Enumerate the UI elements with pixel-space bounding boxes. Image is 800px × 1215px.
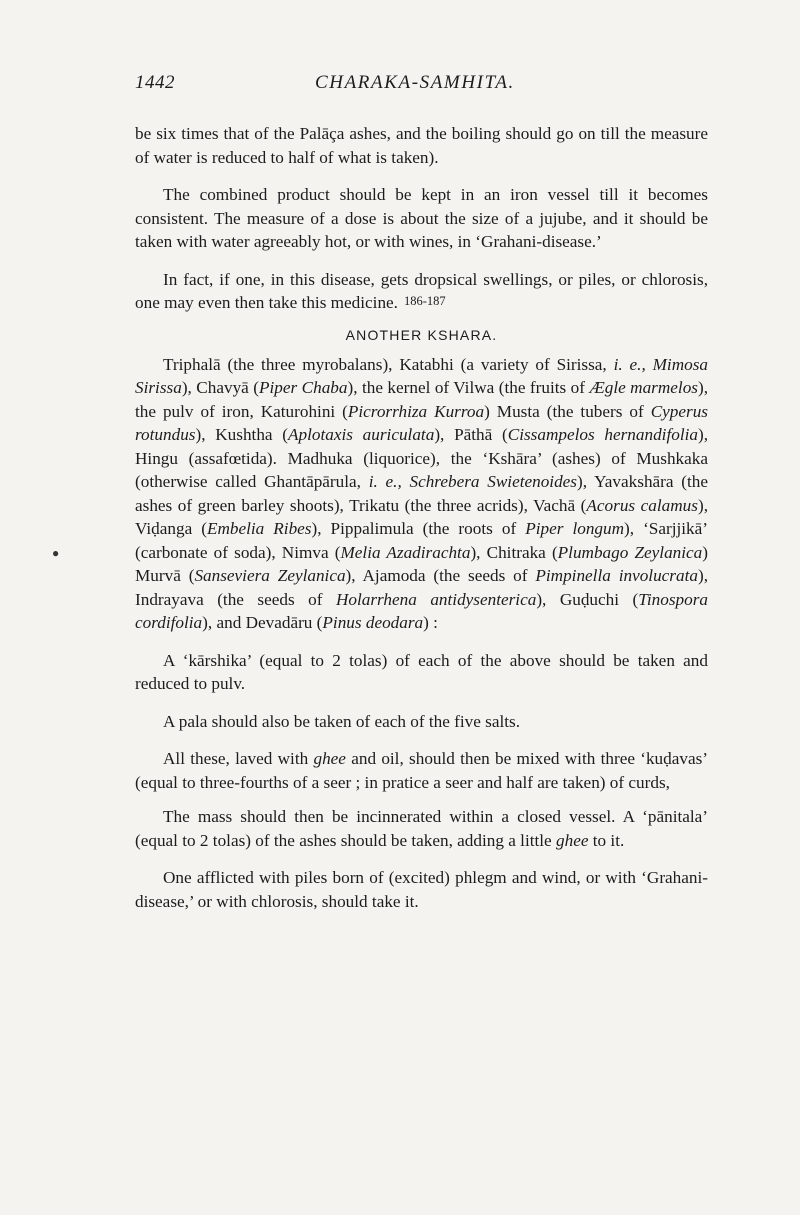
page-number: 1442 [135, 72, 175, 93]
paragraph-afflicted: One afflicted with piles born of (excited) phlegm and wind, or with ‘Grahani-disease,’ or with chlorosis, should take it. [135, 868, 708, 911]
body-text [135, 122, 708, 913]
paragraph-combined-product: The combined product should be kept in an iron vessel till it becomes consistent. The measure of a dose is about the size of a jujube, and it should be taken with water agreeably hot, or with wines, in ‘Grahani-disease.’ [135, 185, 708, 251]
paragraph-pala: A pala should also be taken of each of the five salts. [163, 711, 521, 731]
paragraph-laved: All these, laved with ghee and oil, should then be mixed with three ‘kuḍavas’ (equal to three-fourths of a seer ; in pratice a seer and half are taken) of curds, [135, 749, 709, 792]
paragraph-dropsical-text: In fact, if one, in this disease, gets dropsical swellings, or piles, or chlorosis, one may even then take this medicine. [135, 269, 708, 312]
paragraph-continuation: be six times that of the Palāça ashes, and the boiling should go on till the measure of water is reduced to half of what is taken). [135, 124, 708, 167]
margin-dot-mark: ● [52, 546, 60, 560]
paragraph-incinnerated: The mass should then be incinnerated within a closed vessel. A ‘pānitala’ (equal to 2 tolas) of the ashes should be taken, adding a little ghee to it. [135, 807, 708, 850]
page-header [135, 72, 715, 98]
section-heading: ANOTHER KSHARA. [345, 326, 498, 343]
verse-reference: 186-187 [403, 294, 446, 308]
paragraph-ingredients: Triphalā (the three myrobalans), Katabhi (a variety of Sirissa, i. e., Mimosa Sirissa), Chavyā (Piper Chaba), the kernel of Vilwa (the fruits of Ægle marmelos), the pulv of iron, Katurohini (Picrorrhiza Kurroa) Musta (the tubers of Cyperus rotundus), Kushtha (Aplotaxis auriculata), Pāthā (Cissampelos hernandifolia), Hingu (assafœtida). Madhuka (liquorice), the ‘Kshāra’ (ashes) of Mushkaka (otherwise called Ghantāpārula, i. e., Schrebera Swietenoides), Yavakshāra (the ashes of green barley shoots), Trikatu (the three acrids), Vachā (Acorus calamus), Viḍanga (Embelia Ribes), Pippalimula (the roots of Piper longum), ‘Sarjjikā’ (carbonate of soda), Nimva (Melia Azadirachta), Chitraka (Plumbago Zeylanica) Murvā (Sanseviera Zeylanica), Ajamoda (the seeds of Pimpinella involucrata), Indrayava (the seeds of Holarrhena antidysenterica), Guḍuchi (Tinospora cordifolia), and Devadāru (Pinus deodara) : [135, 354, 709, 632]
paragraph-dropsical [135, 268, 708, 317]
running-title: CHARAKA-SAMHITA. [315, 72, 515, 93]
paragraph-karshika: A ‘kārshika’ (equal to 2 tolas) of each of the above should be taken and reduced to pulv. [135, 650, 708, 693]
